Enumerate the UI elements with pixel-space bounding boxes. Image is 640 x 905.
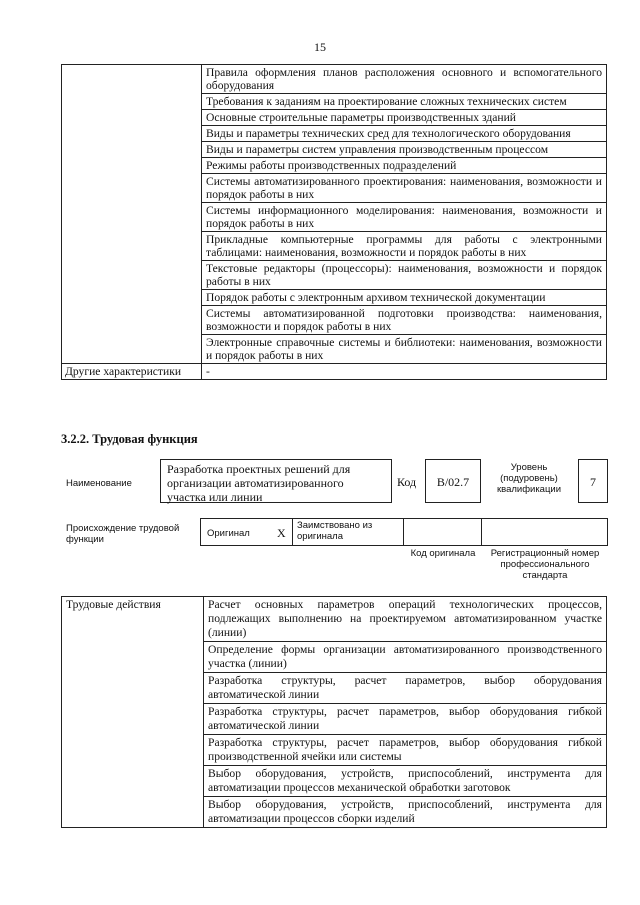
name-label: Наименование	[66, 478, 132, 489]
code-box	[425, 459, 481, 503]
table-row: Определение формы организации автоматизированного производственного участка (линии)	[204, 642, 607, 673]
other-characteristics-label: Другие характеристики	[62, 364, 202, 380]
table-label-cell	[62, 65, 202, 364]
borrowed-label: Заимствовано из оригинала	[297, 520, 373, 542]
origin-label: Происхождение трудовой функции	[66, 523, 180, 545]
table-row: Виды и параметры технических сред для технологического оборудования	[202, 126, 607, 142]
registration-number-caption: Регистрационный номер профессионального стандарта	[490, 548, 600, 581]
function-name: Разработка проектных решений для организации автоматизированного участка или линии	[167, 462, 351, 504]
origin-divider	[403, 518, 404, 546]
original-mark: X	[277, 526, 286, 540]
original-label: Оригинал	[207, 528, 250, 539]
labor-actions-table	[61, 596, 607, 828]
table-row: Разработка структуры, расчет параметров, выбор оборудования гибкой автоматической линии	[204, 704, 607, 735]
table-row: Виды и параметры систем управления производственным процессом	[202, 142, 607, 158]
code-original-caption: Код оригинала	[410, 548, 476, 559]
table-row: Требования к заданиям на проектирование сложных технических систем	[202, 94, 607, 110]
table-row: Системы автоматизированной подготовки производства: наименования, возможности и порядок работы в них	[202, 306, 607, 335]
table-row: Выбор оборудования, устройств, приспособлений, инструмента для автоматизации процессов сборки изделий	[204, 797, 607, 828]
table-row: Разработка структуры, расчет параметров, выбор оборудования автоматической линии	[204, 673, 607, 704]
table-row: Разработка структуры, расчет параметров, выбор оборудования гибкой производственной ячейки или системы	[204, 735, 607, 766]
table-row: Основные строительные параметры производственных зданий	[202, 110, 607, 126]
table-row: Выбор оборудования, устройств, приспособлений, инструмента для автоматизации процессов механической обработки заготовок	[204, 766, 607, 797]
table-row: Прикладные компьютерные программы для работы с электронными таблицами: наименования, возможности и порядок работы в них	[202, 232, 607, 261]
function-name-box	[160, 459, 392, 503]
origin-box	[200, 518, 608, 546]
table-row: Текстовые редакторы (процессоры): наименования, возможности и порядок работы в них	[202, 261, 607, 290]
knowledge-table	[61, 64, 607, 380]
qualification-level-label: Уровень (подуровень) квалификации	[496, 462, 562, 495]
other-characteristics-value: -	[202, 364, 607, 380]
table-row: Системы автоматизированного проектирования: наименования, возможности и порядок работы в них	[202, 174, 607, 203]
section-title: 3.2.2. Трудовая функция	[61, 432, 198, 446]
table-row: Системы информационного моделирования: наименования, возможности и порядок работы в них	[202, 203, 607, 232]
table-row: Режимы работы производственных подразделений	[202, 158, 607, 174]
code-label: Код	[397, 475, 417, 489]
code-value: В/02.7	[436, 475, 470, 489]
level-box	[578, 459, 608, 503]
table-row: Электронные справочные системы и библиотеки: наименования, возможности и порядок работы в них	[202, 335, 607, 364]
labor-actions-label: Трудовые действия	[62, 597, 204, 828]
origin-divider	[481, 518, 482, 546]
page-number: 15	[314, 40, 326, 54]
table-row: Правила оформления планов расположения основного и вспомогательного оборудования	[202, 65, 607, 94]
origin-divider	[292, 518, 293, 546]
table-row: Расчет основных параметров операций технологических процессов, подлежащих выполнению на проектируемом автоматизированном участке (линии)	[204, 597, 607, 642]
level-value: 7	[590, 475, 596, 489]
table-row: Порядок работы с электронным архивом технической документации	[202, 290, 607, 306]
